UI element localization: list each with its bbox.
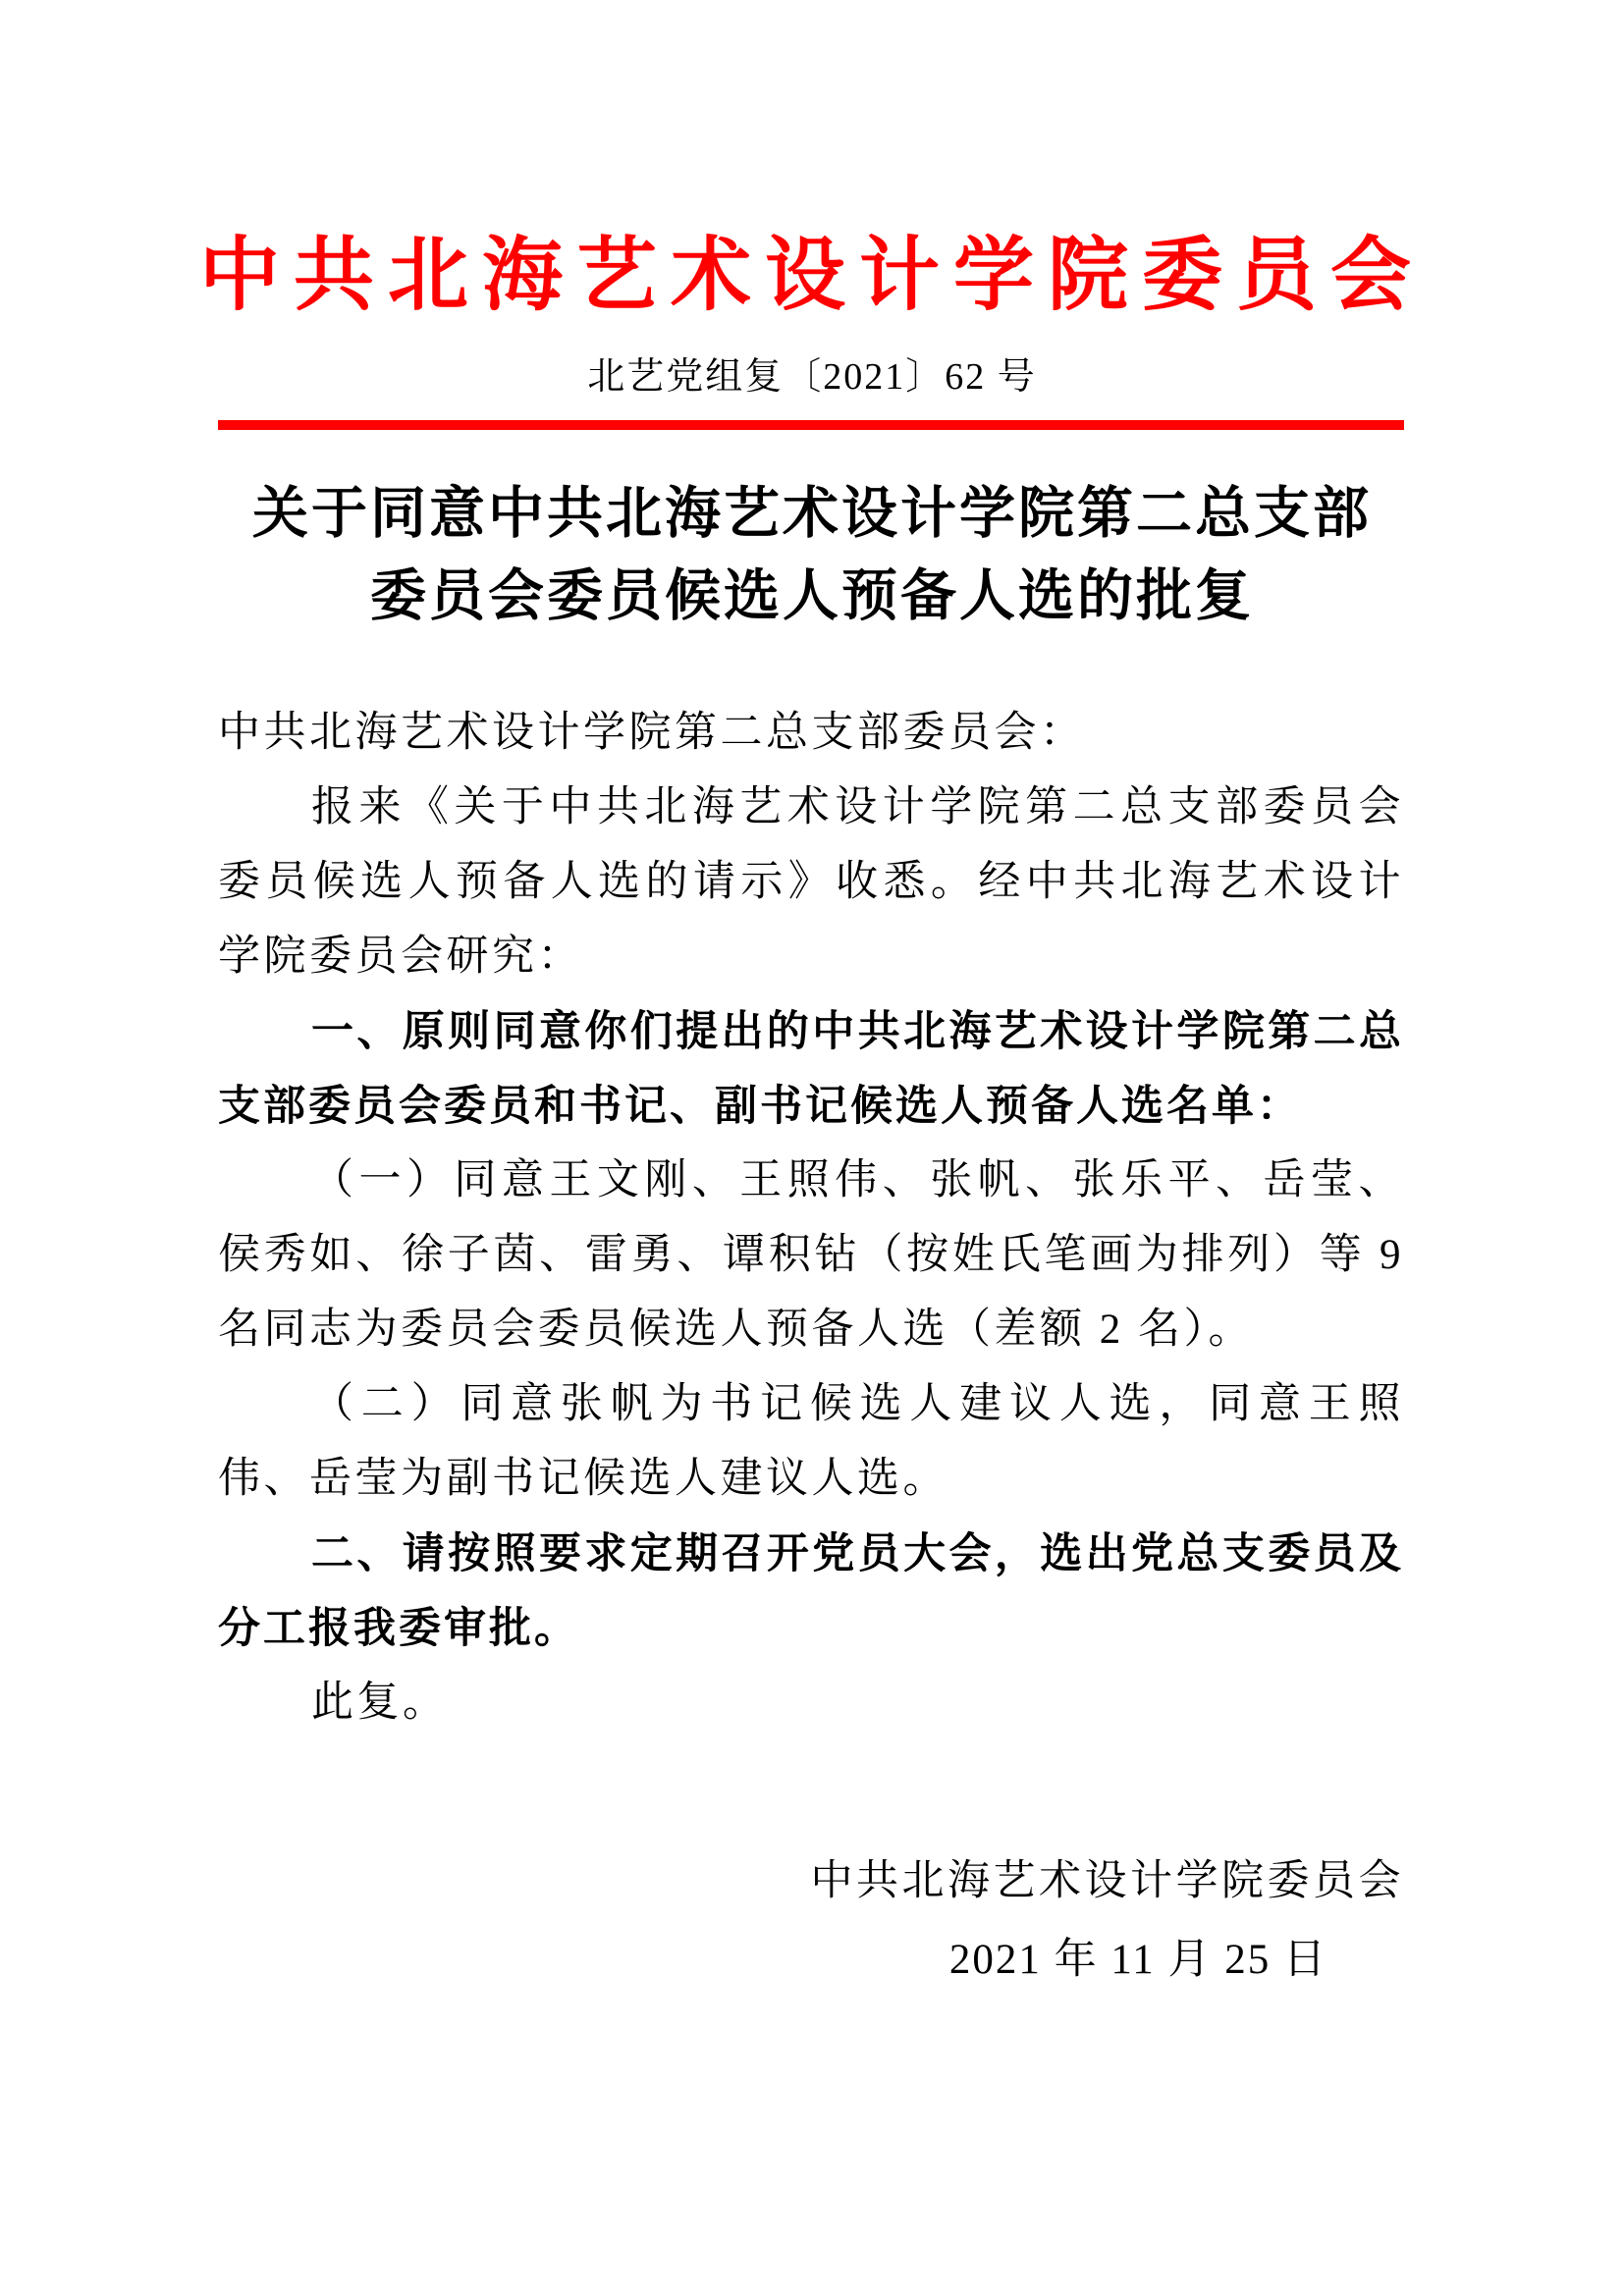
document-body bbox=[218, 696, 1404, 1740]
paragraph-item-2: 二、请按照要求定期召开党员大会，选出党总支委员及分工报我委审批。 bbox=[218, 1530, 1404, 1652]
document-title-line2: 委员会委员候选人预备人选的批复 bbox=[370, 565, 1254, 627]
document-title bbox=[0, 473, 1624, 638]
issuing-org-signature: 中共北海艺术设计学院委员会 bbox=[810, 1858, 1404, 1904]
document-title-line1: 关于同意中共北海艺术设计学院第二总支部 bbox=[252, 483, 1372, 545]
paragraph-item-1: 一、原则同意你们提出的中共北海艺术设计学院第二总支部委员会委员和书记、副书记候选人预备人选名单： bbox=[218, 1008, 1404, 1130]
red-header-org-name: 中共北海艺术设计学院委员会 bbox=[198, 231, 1425, 320]
paragraph-closing: 此复。 bbox=[311, 1680, 449, 1726]
issue-date: 2021 年 11 月 25 日 bbox=[948, 1937, 1327, 1983]
paragraph-item-1-1: （一）同意王文刚、王照伟、张帆、张乐平、岳莹、侯秀如、徐子茵、雷勇、谭积钻（按姓氏笔画为排列）等 9 名同志为委员会委员候选人预备人选（差额 2 名）。 bbox=[218, 1157, 1404, 1353]
document-reference-number: 北艺党组复〔2021〕62 号 bbox=[587, 356, 1037, 398]
paragraph-intro: 报来《关于中共北海艺术设计学院第二总支部委员会委员候选人预备人选的请示》收悉。经中共北海艺术设计学院委员会研究： bbox=[218, 784, 1404, 980]
red-divider-line bbox=[218, 420, 1404, 430]
salutation: 中共北海艺术设计学院第二总支部委员会： bbox=[218, 710, 1086, 756]
paragraph-item-1-2: （二）同意张帆为书记候选人建议人选，同意王照伟、岳莹为副书记候选人建议人选。 bbox=[218, 1381, 1404, 1502]
